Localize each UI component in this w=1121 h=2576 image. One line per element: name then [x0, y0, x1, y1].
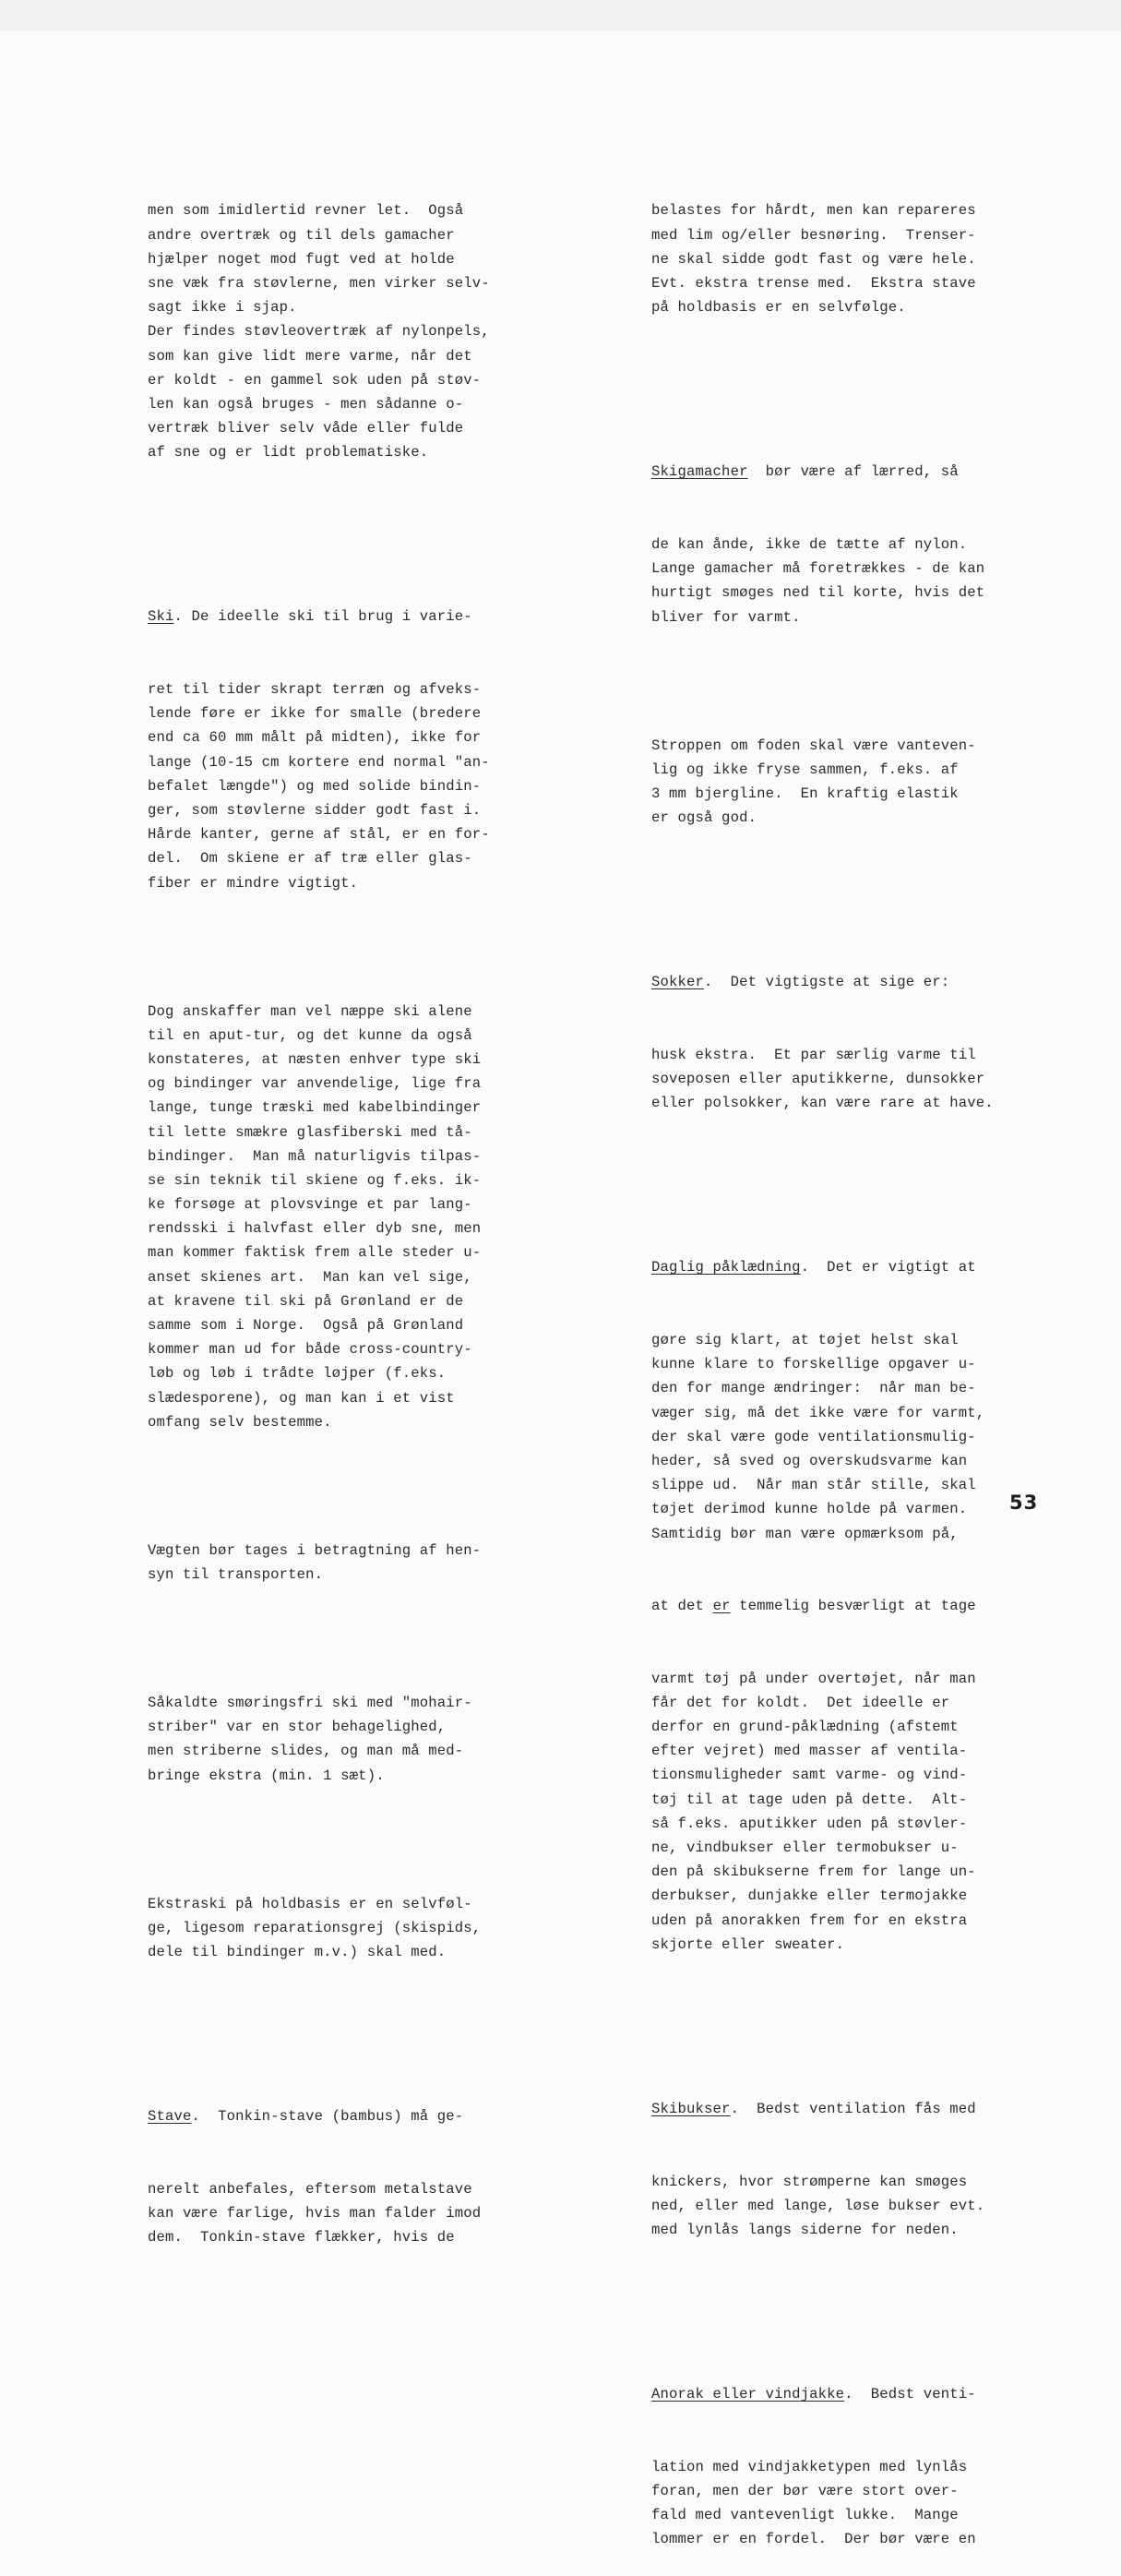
paragraph-skibukser	[651, 2170, 1039, 2243]
text-line: rendsski i halvfast eller dyb sne, men	[148, 1220, 482, 1238]
right-column	[651, 150, 1039, 2576]
text-line: se sin teknik til skiene og f.eks. ik-	[148, 1171, 482, 1189]
text-line: sagt ikke i sjap.	[148, 299, 297, 317]
text-line: med lim og/eller besnøring. Trenser-	[651, 226, 976, 244]
text-line: konstateres, at næsten enhver type ski	[148, 1050, 482, 1068]
text-line: slædesporene), og man kan i et vist	[148, 1389, 455, 1407]
sokker-heading: Sokker	[651, 974, 705, 991]
paragraph-stave	[148, 2177, 535, 2250]
text-line: belastes for hårdt, men kan repareres	[651, 202, 976, 220]
text-line: anset skienes art. Man kan vel sige,	[148, 1268, 472, 1286]
text-line: 3 mm bjergline. En kraftig elastik	[651, 785, 959, 802]
text-line: Såkaldte smøringsfri ski med "mohair-	[148, 1694, 472, 1711]
text-line: ne skal sidde godt fast og være hele.	[651, 250, 976, 268]
text-line: tionsmuligheder samt varme- og vind-	[651, 1767, 968, 1784]
paragraph-gap	[148, 513, 535, 533]
anorak-heading: Anorak eller vindjakke	[651, 2386, 845, 2403]
text-line: lange (10-15 cm kortere end normal "an-	[148, 753, 490, 771]
text-line: knickers, hvor strømperne kan smøges	[651, 2173, 968, 2190]
text-line: heder, så sved og overskudsvarme kan	[651, 1452, 968, 1469]
text-line: gøre sig klart, at tøjet helst skal	[651, 1332, 959, 1349]
ski-heading-line	[148, 605, 535, 629]
text-line: hurtigt smøges ned til korte, hvis det	[651, 584, 985, 602]
text-line: at kravene til ski på Grønland er de	[148, 1292, 464, 1310]
text-line: bindinger. Man må naturligvis tilpas-	[148, 1147, 482, 1165]
text-line: syn til transporten.	[148, 1565, 324, 1583]
text-line: Lange gamacher må foretrækkes - de kan	[651, 560, 985, 578]
text-line: nerelt anbefales, eftersom metalstave	[148, 2180, 472, 2198]
paragraph-gap	[651, 1164, 1039, 1183]
text-line: den for mange ændringer: når man be-	[651, 1380, 976, 1397]
stave-heading-rest: . Tonkin-stave (bambus) må ge-	[191, 2108, 464, 2126]
text-line: derfor en grund-påklædning (afstemt	[651, 1719, 959, 1736]
text-line: ge, ligesom reparationsgrej (skispids,	[148, 1919, 482, 1936]
paragraph-gap	[148, 1836, 535, 1843]
text-line: Stroppen om foden skal være vanteven-	[651, 737, 976, 754]
text-line: løb og løb i trådte løjper (f.eks.	[148, 1365, 447, 1383]
text-line: soveposen eller aputikkerne, dunsokker	[651, 1071, 985, 1088]
anorak-heading-rest: . Bedst venti-	[844, 2386, 976, 2403]
paragraph-anorak	[651, 2455, 1039, 2552]
page-number: 53	[1009, 1492, 1039, 1514]
text-line: tøjet derimod kunne holde på varmen.	[651, 1501, 968, 1518]
text-line: er også god.	[651, 809, 757, 827]
text-line: Dog anskaffer man vel næppe ski alene	[148, 1002, 472, 1020]
daglig-er-emphasis: er	[712, 1598, 731, 1615]
text-line: efter vejret) med masser af ventila-	[651, 1743, 968, 1760]
text-line: del. Om skiene er af træ eller glas-	[148, 850, 472, 868]
text-line: foran, men der bør være stort over-	[651, 2482, 959, 2499]
skigamacher-heading-line	[651, 460, 1039, 484]
text-line: på holdbasis er en selvfølge.	[651, 299, 906, 317]
text-line: vertræk bliver selv våde eller fulde	[148, 420, 464, 437]
text-line: med lynlås langs siderne for neden.	[651, 2221, 959, 2238]
skibukser-heading-line	[651, 2097, 1039, 2121]
paragraph-gap	[651, 2005, 1039, 2024]
daglig-er-line	[651, 1594, 1039, 1618]
text-line: dem. Tonkin-stave flækker, hvis de	[148, 2229, 455, 2247]
paragraph-gap	[651, 368, 1039, 388]
text-line: Samtidig bør man være opmærksom på,	[651, 1525, 959, 1542]
text-line: ret til tider skrapt terræn og afveks-	[148, 681, 482, 699]
paragraph-daglig-a	[651, 1328, 1039, 1546]
text-line: eller polsokker, kan være rare at have.	[651, 1095, 994, 1112]
text-line: de kan ånde, ikke de tætte af nylon.	[651, 535, 968, 553]
sokker-heading-rest: . Det vigtigste at sige er:	[704, 974, 950, 991]
paragraph-gap	[148, 1635, 535, 1643]
paragraph-gap	[651, 2291, 1039, 2310]
skigamacher-heading-rest: bør være af lærred, så	[747, 463, 959, 481]
paragraph-ekstraski	[148, 1892, 535, 1965]
text-line: len kan også bruges - men sådanne o-	[148, 395, 464, 413]
text-line: ger, som støvlerne sidder godt fast i.	[148, 802, 482, 820]
scan-top-band	[0, 0, 1121, 31]
text-line: men striberne slides, og man må med-	[148, 1743, 464, 1760]
text-line: får det for koldt. Det ideelle er	[651, 1694, 950, 1711]
text-line: fiber er mindre vigtigt.	[148, 874, 359, 892]
paragraph-gap	[148, 943, 535, 951]
daglig-er-pre: at det	[651, 1598, 713, 1615]
text-line: lange, tunge træski med kabelbindinger	[148, 1099, 482, 1117]
text-line: lation med vindjakketypen med lynlås	[651, 2458, 968, 2475]
text-line: andre overtræk og til dels gamacher	[148, 226, 455, 244]
text-line: hjælper noget mod fugt ved at holde	[148, 250, 455, 268]
text-line: ne, vindbukser eller termobukser u-	[651, 1839, 959, 1857]
text-line: Der findes støvleovertræk af nylonpels,	[148, 323, 490, 341]
text-line: ke forsøge at plovsvinge et par lang-	[148, 1196, 472, 1214]
text-line: så f.eks. aputikker uden på støvler-	[651, 1815, 968, 1832]
text-line: lende føre er ikke for smalle (bredere	[148, 705, 482, 723]
daglig-heading-rest: . Det er vigtigt at	[800, 1259, 976, 1276]
text-line: ned, eller med lange, løse bukser evt.	[651, 2197, 985, 2214]
text-line: som kan give lidt mere varme, når det	[148, 347, 472, 365]
text-line: men som imidlertid revner let. Også	[148, 202, 464, 220]
text-line: lommer er en fordel. Der bør være en	[651, 2531, 976, 2548]
paragraph-sokker	[651, 1043, 1039, 1116]
text-line: dele til bindinger m.v.) skal med.	[148, 1943, 447, 1960]
paragraph-gap	[651, 879, 1039, 898]
text-line: skjorte eller sweater.	[651, 1935, 845, 1953]
text-line: sne væk fra støvlerne, men virker selv-	[148, 274, 490, 292]
stave-heading: Stave	[148, 2108, 192, 2126]
skibukser-heading-rest: . Bedst ventilation fås med	[730, 2101, 976, 2117]
paragraph-stroppen	[651, 734, 1039, 831]
text-line: husk ekstra. Et par særlig varme til	[651, 1046, 976, 1063]
text-line: man kommer faktisk frem alle steder u-	[148, 1244, 482, 1262]
text-line: varmt tøj på under overtøjet, når man	[651, 1670, 976, 1687]
text-line: tøj til at tage uden på dette. Alt-	[651, 1791, 968, 1808]
skibukser-heading: Skibukser	[651, 2101, 731, 2117]
paragraph-skigamacher	[651, 533, 1039, 629]
text-line: fald med vantevenligt lukke. Mange	[651, 2507, 959, 2524]
text-line: kan være farlige, hvis man falder imod	[148, 2204, 482, 2222]
text-line: til en aput-tur, og det kunne da også	[148, 1026, 472, 1044]
text-line: der skal være gode ventilationsmulig-	[651, 1428, 976, 1445]
text-line: Evt. ekstra trense med. Ekstra stave	[651, 274, 976, 292]
sokker-heading-line	[651, 970, 1039, 994]
text-line: uden på anorakken frem for en ekstra	[651, 1911, 968, 1929]
text-line: lig og ikke fryse sammen, f.eks. af	[651, 761, 959, 778]
daglig-er-post: temmelig besværligt at tage	[730, 1598, 976, 1615]
paragraph-dog	[148, 1000, 535, 1434]
paragraph-gap	[148, 2012, 535, 2031]
text-line: og bindinger var anvendelige, lige fra	[148, 1075, 482, 1093]
paragraph-daglig-b	[651, 1667, 1039, 1957]
text-line: bringe ekstra (min. 1 sæt).	[148, 1767, 385, 1784]
text-line: den på skibukserne frem for lange un-	[651, 1863, 976, 1881]
skigamacher-heading: Skigamacher	[651, 463, 748, 481]
stave-heading-line	[148, 2104, 535, 2128]
text-line: Ekstraski på holdbasis er en selvføl-	[148, 1895, 472, 1912]
ski-heading-rest: . De ideelle ski til brug i varie-	[173, 608, 472, 626]
text-line: bliver for varmt.	[651, 608, 801, 626]
text-line: væger sig, må det ikke være for varmt,	[651, 1404, 985, 1421]
daglig-heading-line	[651, 1255, 1039, 1279]
text-line: striber" var en stor behagelighed,	[148, 1719, 447, 1736]
paragraph-vaegt	[148, 1539, 535, 1587]
text-line: kunne klare to forskellige opgaver u-	[651, 1356, 976, 1373]
text-line: Vægten bør tages i betragtning af hen-	[148, 1541, 482, 1559]
text-line: omfang selv bestemme.	[148, 1413, 332, 1431]
text-line: slippe ud. Når man står stille, skal	[651, 1477, 976, 1494]
paragraph-gap	[651, 677, 1039, 685]
text-line: end ca 60 mm målt på midten), ikke for	[148, 729, 482, 747]
text-line: derbukser, dunjakke eller termojakke	[651, 1887, 968, 1905]
text-line: befalet længde") og med solide bindin-	[148, 777, 482, 795]
text-line: Hårde kanter, gerne af stål, er en for-	[148, 826, 490, 844]
ski-heading: Ski	[148, 608, 174, 626]
paragraph-stovleovertraek	[148, 198, 535, 464]
anorak-heading-line	[651, 2382, 1039, 2406]
left-column	[148, 150, 535, 2273]
paragraph-trenser	[651, 198, 1039, 319]
text-line: er koldt - en gammel sok uden på støv-	[148, 371, 482, 389]
text-line: samme som i Norge. Også på Grønland	[148, 1317, 464, 1335]
text-line: kommer man ud for både cross-country-	[148, 1341, 472, 1359]
paragraph-ski	[148, 677, 535, 895]
paragraph-gap	[148, 1482, 535, 1490]
text-line: til lette smækre glasfiberski med tå-	[148, 1123, 472, 1141]
paragraph-smoringsfri	[148, 1691, 535, 1788]
text-line: af sne og er lidt problematiske.	[148, 444, 429, 461]
daglig-heading: Daglig påklædning	[651, 1259, 801, 1276]
